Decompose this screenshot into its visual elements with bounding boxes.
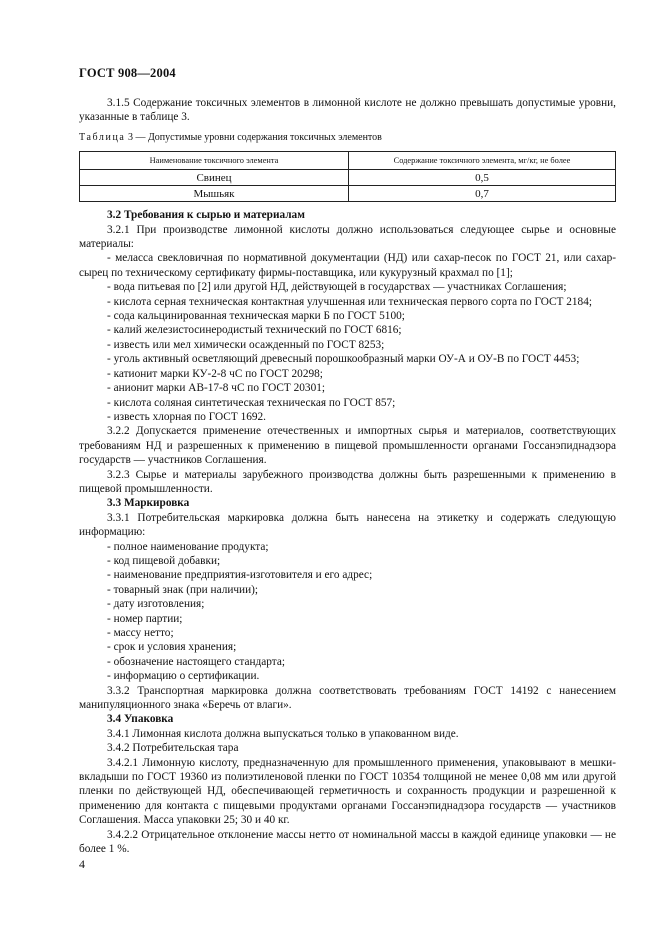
document-body (79, 96, 616, 857)
list-item: - наименование предприятия-изготовителя и его адрес; (107, 569, 373, 582)
table-caption-label: Таблица (79, 131, 126, 143)
paragraph-3-3-1: 3.3.1 Потребительская маркировка должна быть нанесена на этикетку и содержать следующую информацию: (79, 511, 616, 539)
table-cell: 0,5 (349, 170, 616, 186)
paragraph-3-2-2: 3.2.2 Допускается применение отечественных и импортных сырья и материалов, соответствующих требованиям НД и разрешенных к применению в пищевой промышленности органами Госсанэпиднадзора государств — участников Соглашения. (79, 425, 616, 467)
list-item: - дату изготовления; (107, 598, 205, 611)
list-item: - известь хлорная по ГОСТ 1692. (107, 410, 266, 423)
list-item: - срок и условия хранения; (107, 641, 237, 654)
table-cell: 0,7 (349, 186, 616, 202)
list-item: - анионит марки АВ-17-8 чС по ГОСТ 20301; (107, 382, 326, 395)
list-item: - обозначение настоящего стандарта; (107, 655, 285, 668)
paragraph-3-4-2-1: 3.4.2.1 Лимонную кислоту, предназначенную для промышленного применения, упаковывают в мешки-вкладыши по ГОСТ 19360 из полиэтиленовой пленки по ГОСТ 10354 толщиной не менее 0,08 мм или другой пленки по действующей НД, обеспечивающей герметичность и сохранность продукции и разрешенной к применению для контакта с пищевыми продуктами органами Госсанэпиднадзора государств — участников Соглашения. Масса упаковки 25; 30 и 40 кг. (79, 756, 616, 827)
table-row (80, 170, 616, 186)
paragraph-3-4-2: 3.4.2 Потребительская тара (107, 742, 239, 755)
table-header-cell: Содержание токсичного элемента, мг/кг, не более (349, 152, 616, 170)
section-heading-3-3: 3.3 Маркировка (107, 497, 190, 510)
paragraph-3-3-2: 3.3.2 Транспортная маркировка должна соответствовать требованиям ГОСТ 14192 с нанесением манипуляционного знака «Беречь от влаги». (79, 684, 616, 712)
list-item: - кислота соляная синтетическая техническая по ГОСТ 857; (107, 396, 396, 409)
table-header-row (80, 152, 616, 170)
toxic-elements-table (79, 151, 616, 202)
table-row (80, 186, 616, 202)
table-header-cell: Наименование токсичного элемента (80, 152, 349, 170)
table-cell: Мышьяк (80, 186, 349, 202)
paragraph-3-4-2-2: 3.4.2.2 Отрицательное отклонение массы нетто от номинальной массы в каждой единице упаковки — не более 1 %. (79, 828, 616, 856)
list-item: - катионит марки КУ-2-8 чС по ГОСТ 20298; (107, 367, 323, 380)
document-header: ГОСТ 908—2004 (79, 66, 176, 80)
list-item: - меласса свекловичная по нормативной документации (НД) или сахар-песок по ГОСТ 21, или сахар-сырец по техническому сертификату фирмы-поставщика, или кукурузный крахмал по [1]; (79, 252, 616, 279)
page-number: 4 (79, 857, 85, 871)
paragraph-3-2-1: 3.2.1 При производстве лимонной кислоты должно использоваться следующее сырье и основные материалы: (79, 223, 616, 251)
paragraph-3-4-1: 3.4.1 Лимонная кислота должна выпускаться только в упакованном виде. (107, 727, 459, 740)
list-item: - товарный знак (при наличии); (107, 583, 259, 596)
marking-list (79, 540, 616, 684)
paragraph-3-1-5: 3.1.5 Содержание токсичных элементов в лимонной кислоте не должно превышать допустимые уровни, указанные в таблице 3. (79, 97, 616, 124)
section-heading-3-4: 3.4 Упаковка (107, 713, 174, 726)
list-item: - известь или мел химически осажденный по ГОСТ 8253; (107, 338, 385, 351)
list-item: - код пищевой добавки; (107, 554, 221, 567)
list-item: - информацию о сертификации. (107, 670, 260, 683)
list-item: - сода кальцинированная техническая марки Б по ГОСТ 5100; (107, 310, 405, 323)
list-item: - массу нетто; (107, 627, 174, 639)
raw-materials-list (79, 251, 616, 424)
list-item: - кислота серная техническая контактная улучшенная или техническая первого сорта по ГОСТ 2184; (107, 295, 592, 308)
list-item: - уголь активный осветляющий древесный порошкообразный марки ОУ-А и ОУ-В по ГОСТ 4453; (107, 353, 580, 366)
section-heading-3-2: 3.2 Требования к сырью и материалам (107, 209, 305, 222)
list-item: - калий железистосинеродистый технический по ГОСТ 6816; (107, 324, 402, 337)
table-caption-text: 3 — Допустимые уровни содержания токсичных элементов (127, 131, 382, 143)
table-caption (79, 131, 616, 145)
list-item: - номер партии; (107, 612, 183, 625)
list-item: - полное наименование продукта; (107, 540, 269, 553)
paragraph-3-2-3: 3.2.3 Сырье и материалы зарубежного производства должны быть разрешенными к применению в пищевой промышленности. (79, 468, 616, 495)
list-item: - вода питьевая по [2] или другой НД, действующей в государствах — участниках Соглашения; (107, 281, 567, 294)
table-cell: Свинец (80, 170, 349, 186)
